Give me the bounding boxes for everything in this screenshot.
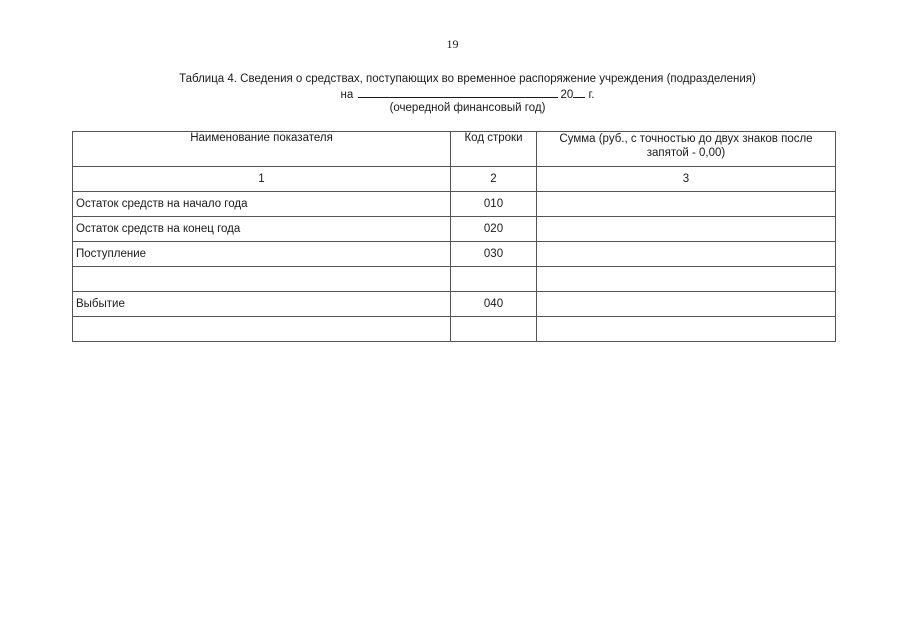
row-name: Остаток средств на начало года: [73, 192, 451, 217]
table-row: [73, 267, 836, 292]
row-code: 010: [451, 192, 537, 217]
period-prefix: на: [340, 88, 354, 101]
row-name: Остаток средств на конец года: [73, 217, 451, 242]
row-code: [451, 317, 537, 342]
row-name: [73, 267, 451, 292]
year-suffix: г.: [588, 88, 595, 101]
table-row: [73, 292, 836, 317]
year-blank-field[interactable]: [573, 87, 585, 98]
table-row: [73, 217, 836, 242]
period-blank-field[interactable]: [358, 87, 558, 98]
table-row: [73, 192, 836, 217]
column-number: 3: [537, 167, 836, 192]
page-number: 19: [446, 37, 459, 51]
row-name: Поступление: [73, 242, 451, 267]
column-number-row: [73, 167, 836, 192]
row-code: 040: [451, 292, 537, 317]
row-name: [73, 317, 451, 342]
column-number: 2: [451, 167, 537, 192]
row-code: [451, 267, 537, 292]
column-number: 1: [73, 167, 451, 192]
row-code: 030: [451, 242, 537, 267]
table-title-block: [0, 73, 905, 116]
table-row: [73, 242, 836, 267]
table-header-row: [73, 132, 836, 167]
period-caption: (очередной финансовый год): [389, 102, 546, 114]
row-sum[interactable]: [537, 217, 836, 242]
header-sum: Сумма (руб., с точностью до двух знаков после запятой - 0,00): [537, 132, 836, 167]
row-sum[interactable]: [537, 242, 836, 267]
header-row-code: Код строки: [451, 132, 537, 167]
row-name: Выбытие: [73, 292, 451, 317]
period-line: [0, 87, 905, 103]
row-sum[interactable]: [537, 317, 836, 342]
row-sum[interactable]: [537, 192, 836, 217]
funds-table: [72, 131, 836, 342]
table-title: Таблица 4. Сведения о средствах, поступающих во временное распоряжение учреждения (подразделения): [179, 73, 756, 85]
header-indicator-name: Наименование показателя: [73, 132, 451, 167]
row-code: 020: [451, 217, 537, 242]
row-sum[interactable]: [537, 267, 836, 292]
table-row: [73, 317, 836, 342]
row-sum[interactable]: [537, 292, 836, 317]
year-prefix: 20: [560, 88, 574, 101]
